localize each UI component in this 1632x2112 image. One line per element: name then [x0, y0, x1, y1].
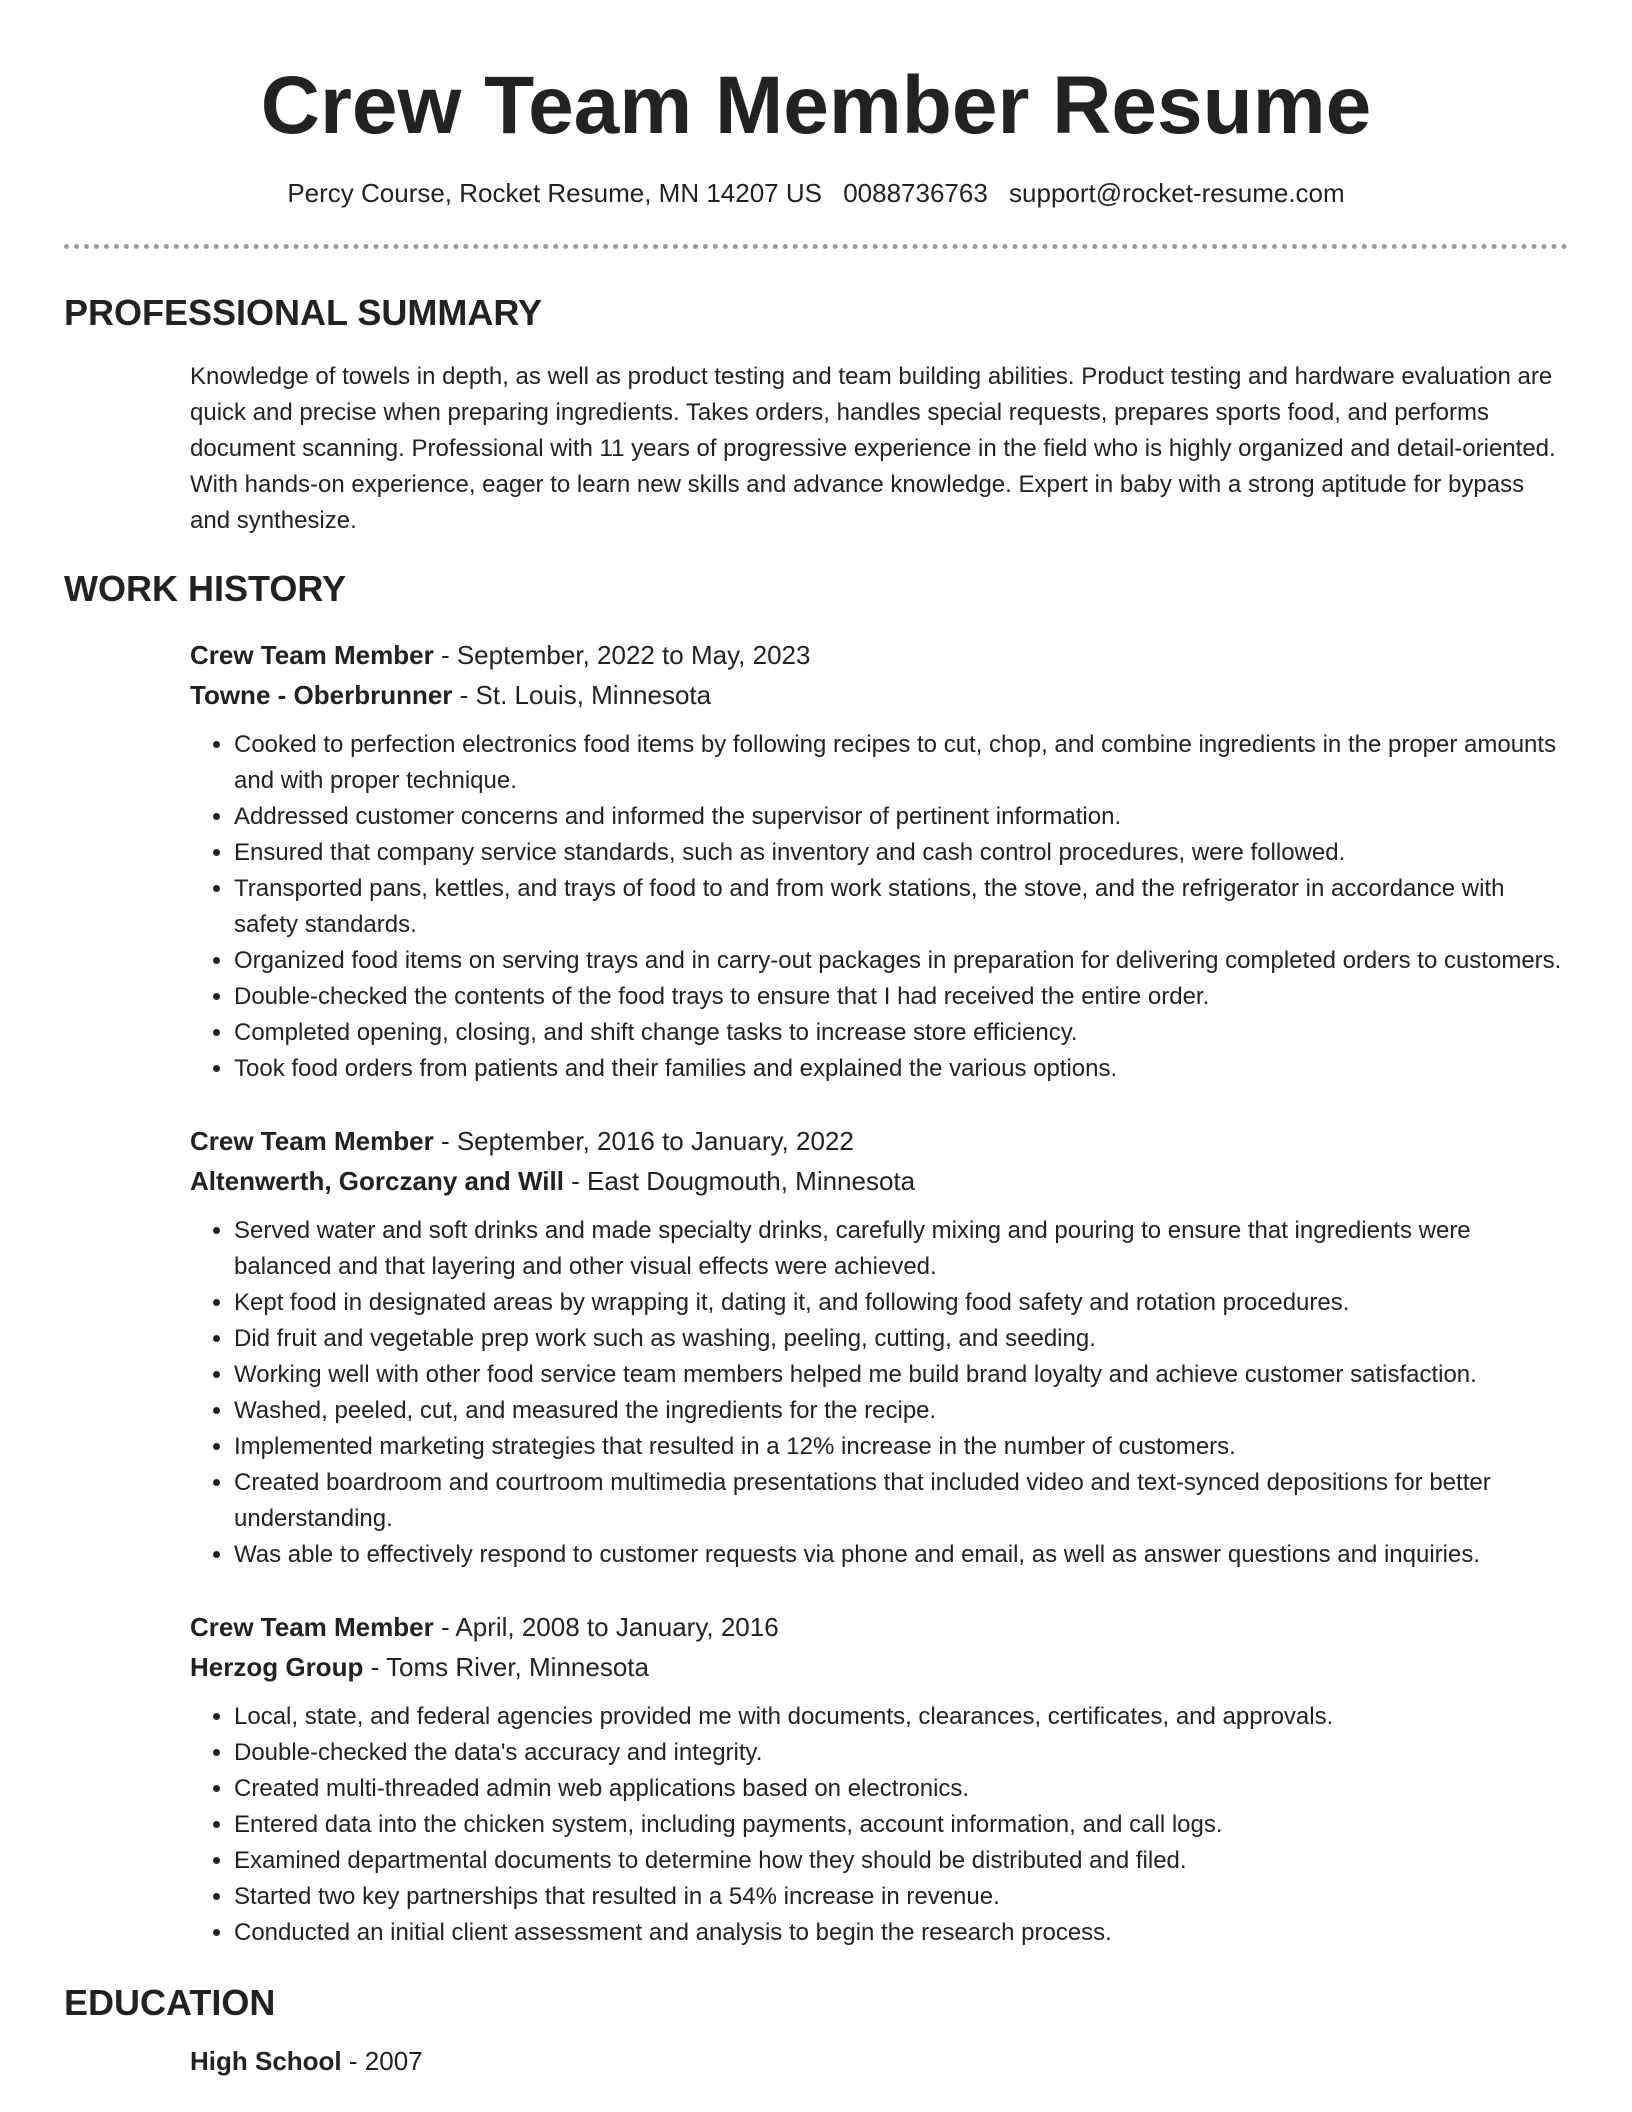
contact-phone: 0088736763: [843, 178, 988, 208]
list-item: • Conducted an initial client assessment and analysis to begin the research process.: [234, 1915, 1568, 1951]
list-item: • Cooked to perfection electronics food items by following recipes to cut, chop, and combine ingredients in the proper amounts and with proper technique.: [234, 727, 1568, 799]
resume-title: Crew Team Member Resume: [260, 60, 1372, 151]
job-bullets: [190, 1213, 1568, 1573]
job-entry-1: [190, 635, 1568, 1087]
list-item: • Started two key partnerships that resulted in a 54% increase in revenue.: [234, 1879, 1568, 1915]
list-item: • Was able to effectively respond to customer requests via phone and email, as well as answer questions and inquiries.: [234, 1537, 1568, 1573]
work-history-heading: WORK HISTORY: [64, 568, 347, 609]
job-title-line: [190, 1121, 1568, 1161]
list-item: • Implemented marketing strategies that resulted in a 12% increase in the number of customers.: [234, 1429, 1568, 1465]
list-item: • Ensured that company service standards, such as inventory and cash control procedures, were followed.: [234, 835, 1568, 871]
list-item: • Kept food in designated areas by wrapping it, dating it, and following food safety and rotation procedures.: [234, 1285, 1568, 1321]
contact-address: Percy Course, Rocket Resume, MN 14207 US: [287, 178, 822, 208]
education-degree: High School: [190, 2046, 342, 2076]
header-divider: [64, 244, 1568, 249]
list-item: • Local, state, and federal agencies provided me with documents, clearances, certificates, and approvals.: [234, 1699, 1568, 1735]
list-item: • Took food orders from patients and their families and explained the various options.: [234, 1051, 1568, 1087]
job-title: Crew Team Member: [190, 640, 434, 670]
list-item: • Entered data into the chicken system, including payments, account information, and call logs.: [234, 1807, 1568, 1843]
job-title: Crew Team Member: [190, 1612, 434, 1642]
job-title-line: [190, 1607, 1568, 1647]
job-location: - East Dougmouth, Minnesota: [563, 1166, 916, 1196]
list-item: • Did fruit and vegetable prep work such as washing, peeling, cutting, and seeding.: [234, 1321, 1568, 1357]
job-title: Crew Team Member: [190, 1126, 434, 1156]
job-title-line: [190, 635, 1568, 675]
job-company-line: [190, 1161, 1568, 1201]
contact-line: [0, 176, 1632, 210]
job-company-line: [190, 1647, 1568, 1687]
job-location: - St. Louis, Minnesota: [452, 680, 712, 710]
summary-heading: PROFESSIONAL SUMMARY: [64, 292, 543, 333]
job-company: Altenwerth, Gorczany and Will: [190, 1166, 564, 1196]
job-company: Herzog Group: [190, 1652, 364, 1682]
summary-text: Knowledge of towels in depth, as well as product testing and team building abilities. Product testing and hardware evaluation are quick and precise when preparing ingredients. Takes orders, handles special requests, prepares sports food, and performs document scanning. Professional with 11 years of progressive experience in the field who is highly organized and detail-oriented. With hands-on experience, eager to learn new skills and advance knowledge. Expert in baby with a strong aptitude for bypass and synthesize.: [190, 363, 1556, 534]
job-bullets: [190, 727, 1568, 1087]
list-item: • Double-checked the data's accuracy and integrity.: [234, 1735, 1568, 1771]
job-entry-2: [190, 1121, 1568, 1573]
job-bullets: [190, 1699, 1568, 1951]
list-item: • Examined departmental documents to determine how they should be distributed and filed.: [234, 1843, 1568, 1879]
job-company: Towne - Oberbrunner: [190, 680, 453, 710]
list-item: • Served water and soft drinks and made specialty drinks, carefully mixing and pouring to ensure that ingredients were balanced and that layering and other visual effects were achieved.: [234, 1213, 1568, 1285]
list-item: • Completed opening, closing, and shift change tasks to increase store efficiency.: [234, 1015, 1568, 1051]
list-item: • Washed, peeled, cut, and measured the ingredients for the recipe.: [234, 1393, 1568, 1429]
job-dates: - September, 2022 to May, 2023: [433, 640, 811, 670]
education-heading: EDUCATION: [64, 1982, 276, 2023]
list-item: • Created multi-threaded admin web applications based on electronics.: [234, 1771, 1568, 1807]
list-item: • Addressed customer concerns and informed the supervisor of pertinent information.: [234, 799, 1568, 835]
job-location: - Toms River, Minnesota: [363, 1652, 649, 1682]
list-item: • Double-checked the contents of the food trays to ensure that I had received the entire order.: [234, 979, 1568, 1015]
contact-email: support@rocket-resume.com: [1009, 178, 1345, 208]
education-year: - 2007: [341, 2046, 423, 2076]
education-entry: [190, 2041, 1568, 2081]
list-item: • Transported pans, kettles, and trays of food to and from work stations, the stove, and the refrigerator in accordance with safety standards.: [234, 871, 1568, 943]
job-dates: - September, 2016 to January, 2022: [433, 1126, 854, 1156]
list-item: • Created boardroom and courtroom multimedia presentations that included video and text-synced depositions for better understanding.: [234, 1465, 1568, 1537]
list-item: • Organized food items on serving trays and in carry-out packages in preparation for delivering completed orders to customers.: [234, 943, 1568, 979]
job-entry-3: [190, 1607, 1568, 1951]
job-dates: - April, 2008 to January, 2016: [433, 1612, 779, 1642]
list-item: • Working well with other food service team members helped me build brand loyalty and achieve customer satisfaction.: [234, 1357, 1568, 1393]
job-company-line: [190, 675, 1568, 715]
